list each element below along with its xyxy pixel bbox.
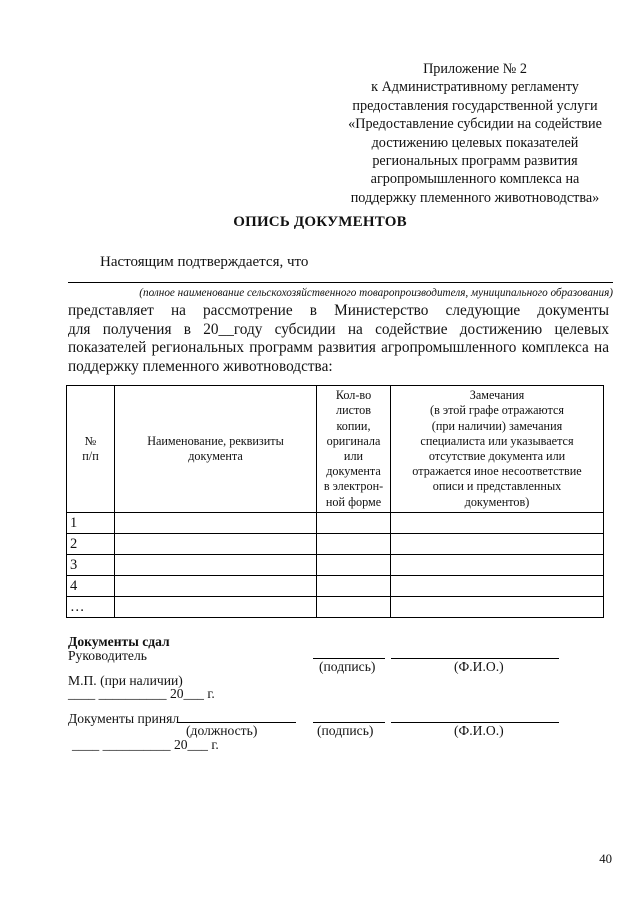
position-caption: (должность) [186,723,258,738]
cell-name[interactable] [115,597,317,618]
head-label: Руководитель [68,648,147,663]
date-line[interactable]: ____ __________ 20___ г. [68,686,215,701]
documents-table [66,385,604,618]
appendix-line: агропромышленного комплекса на [370,171,580,188]
paragraph-line: для получения в 20__году субсидии на содействие достижению целевых [68,320,609,338]
header-name: Наименование, реквизиты документа [115,386,317,513]
appendix-line: достижению целевых показателей [371,134,579,151]
cell-notes[interactable] [391,534,604,555]
row-number: 4 [67,576,115,597]
table-row [67,534,604,555]
appendix-line: Приложение № 2 [423,61,527,77]
cell-notes[interactable] [391,576,604,597]
cell-name[interactable] [115,576,317,597]
cell-count[interactable] [317,597,391,618]
cell-notes[interactable] [391,513,604,534]
document-title: ОПИСЬ ДОКУМЕНТОВ [233,214,407,230]
cell-count[interactable] [317,534,391,555]
row-number: … [67,597,115,618]
row-number: 2 [67,534,115,555]
podpis-caption: (подпись) [319,659,376,674]
appendix-line: «Предоставление субсидии на содействие [348,116,602,133]
paragraph-line: поддержку племенного животноводства: [68,357,333,375]
appendix-line: к Административному регламенту [371,79,579,96]
table-row [67,555,604,576]
appendix-header [320,60,630,207]
row-number: 3 [67,555,115,576]
producer-name-fill-line [68,282,613,283]
cell-notes[interactable] [391,555,604,576]
cell-name[interactable] [115,513,317,534]
cell-count[interactable] [317,576,391,597]
header-notes: Замечания (в этой графе отражаются (при наличии) замечания специалиста или указывается отсутствие документа или отражается иное несоответствие описи и представленных документов) [391,386,604,513]
paragraph-line: представляет на рассмотрение в Министерство следующие документы [68,302,609,319]
producer-name-hint: (полное наименование сельскохозяйственного товаропроизводителя, муниципального образования) [139,287,613,299]
cell-notes[interactable] [391,597,604,618]
table-row [67,576,604,597]
fio-caption: (Ф.И.О.) [454,659,504,674]
table-row [67,597,604,618]
body-paragraph [68,302,609,376]
table-row [67,513,604,534]
podpis-caption-2: (подпись) [317,723,374,738]
date-line-2[interactable]: ____ __________ 20___ г. [72,737,219,752]
table-header-row [67,386,604,513]
handed-heading: Документы сдал [68,634,170,649]
appendix-line: региональных программ развития [372,153,578,170]
received-label: Документы принял [68,711,180,726]
cell-count[interactable] [317,513,391,534]
appendix-line: поддержку племенного животноводства» [350,189,600,206]
appendix-line: предоставления государственной услуги [352,97,598,114]
cell-name[interactable] [115,555,317,576]
seal-label: М.П. (при наличии) [68,673,183,688]
cell-name[interactable] [115,534,317,555]
header-count: Кол-во листов копии, оригинала или документа в электрон- ной форме [317,386,391,513]
header-num: № п/п [67,386,115,513]
page-number: 40 [599,852,612,866]
row-number: 1 [67,513,115,534]
cell-count[interactable] [317,555,391,576]
intro-text: Настоящим подтверждается, что [100,254,309,270]
paragraph-line: показателей региональных программ развития агропромышленного комплекса на [68,339,609,356]
fio-caption-2: (Ф.И.О.) [454,723,504,738]
